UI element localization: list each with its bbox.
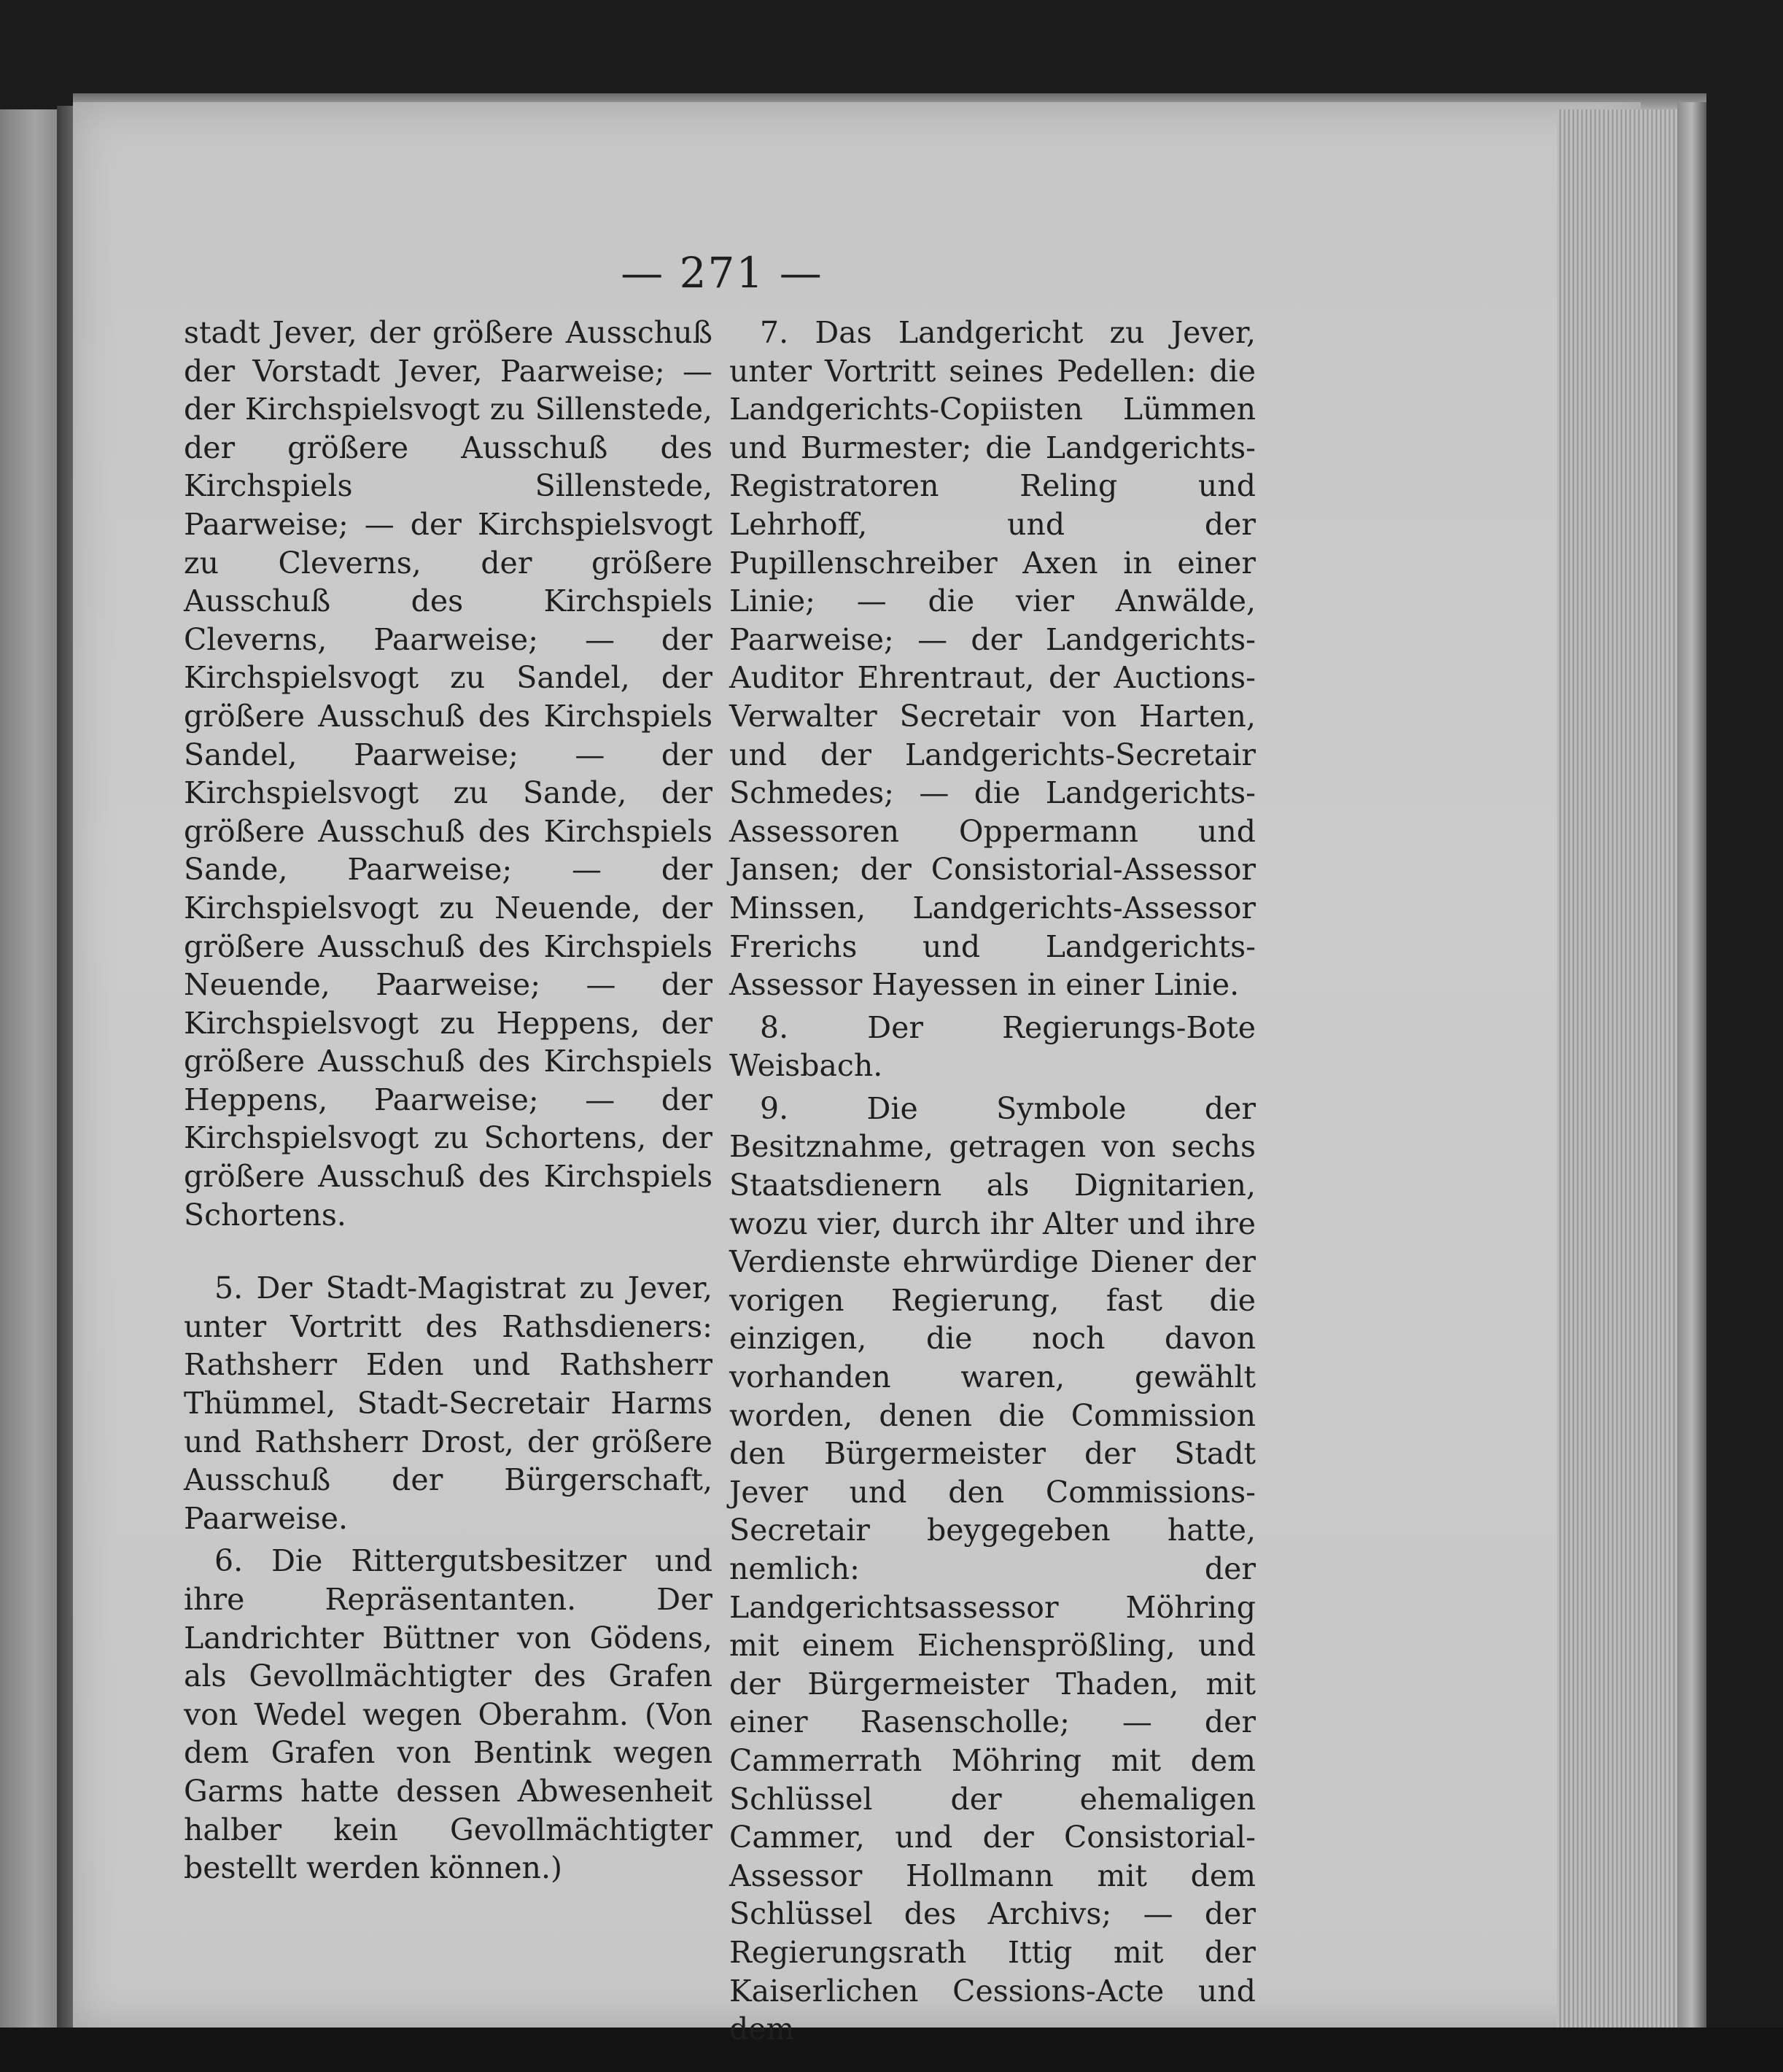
paragraph-item-9: 9. Die Symbole der Besitznahme, getragen von sechs Staatsdienern als Dignitarien, wozu vier, durch ihr Alter und ihre Verdienste ehrwürdige Diener der vorigen Regierung, fast die einzigen, die noch davon vorhanden waren, gewählt worden, denen die Commission den Bürgermeister der Stadt Jever und den Commissions-Secretair beygegeben hatte, nemlich: der Landgerichtsassessor Möhring mit einem Eichensprößling, und der Bürgermeister Thaden, mit einer Rasenscholle; — der Cammerrath Möhring mit dem Schlüssel der ehemaligen Cammer, und der Consistorial-Assessor Hollmann mit dem Schlüssel des Archivs; — der Regierungsrath Ittig mit der Kaiserlichen Cessions-Acte und dem	[729, 1090, 1256, 2047]
text-column-left	[184, 314, 712, 1892]
paragraph-item-8: 8. Der Regierungs-Bote Weisbach.	[729, 1009, 1256, 1084]
paragraph-continuation: stadt Jever, der größere Ausschuß der Vorstadt Jever, Paarweise; — der Kirchspielsvogt zu Sillenstede, der größere Ausschuß des Kirchspiels Sillenstede, Paarweise; — der Kirchspielsvogt zu Cleverns, der größere Ausschuß des Kirchspiels Cleverns, Paarweise; — der Kirchspielsvogt zu Sandel, der größere Ausschuß des Kirchspiels Sandel, Paarweise; — der Kirchspielsvogt zu Sande, der größere Ausschuß des Kirchspiels Sande, Paarweise; — der Kirchspielsvogt zu Neuende, der größere Ausschuß des Kirchspiels Neuende, Paarweise; — der Kirchspielsvogt zu Heppens, der größere Ausschuß des Kirchspiels Heppens, Paarweise; — der Kirchspielsvogt zu Schortens, der größere Ausschuß des Kirchspiels Schortens.	[184, 315, 712, 1233]
paragraph-item-7: 7. Das Landgericht zu Jever, unter Vortritt seines Pedellen: die Landgerichts-Copiisten Lümmen und Burmester; die Landgerichts-Registratoren Reling und Lehrhoff, und der Pupillenschreiber Axen in einer Linie; — die vier Anwälde, Paarweise; — der Landgerichts-Auditor Ehrentraut, der Auctions-Verwalter Secretair von Harten, und der Landgerichts-Secretair Schmedes; — die Landgerichts-Assessoren Oppermann und Jansen; der Consistorial-Assessor Minssen, Landgerichts-Assessor Frerichs und Landgerichts-Assessor Hayessen in einer Linie.	[729, 315, 1256, 1003]
previous-page-edge	[0, 109, 58, 2049]
text-column-right	[729, 314, 1256, 2053]
page-number: — 271 —	[621, 248, 823, 298]
paragraph-item-5: 5. Der Stadt-Magistrat zu Jever, unter Vortritt des Rathsdieners: Rathsherr Eden und Rathsherr Thümmel, Stadt-Secretair Harms und Rathsherr Drost, der größere Ausschuß der Bürgerschaft, Paarweise.	[184, 1270, 712, 1536]
paragraph-item-6: 6. Die Rittergutsbesitzer und ihre Repräsentanten. Der Landrichter Büttner von Gödens, als Gevollmächtigter des Grafen von Wedel wegen Oberahm. (Von dem Grafen von Bentink wegen Garms hatte dessen Abwesenheit halber kein Gevollmächtigter bestellt werden können.)	[184, 1543, 712, 1886]
cover-edge	[1677, 102, 1706, 2049]
